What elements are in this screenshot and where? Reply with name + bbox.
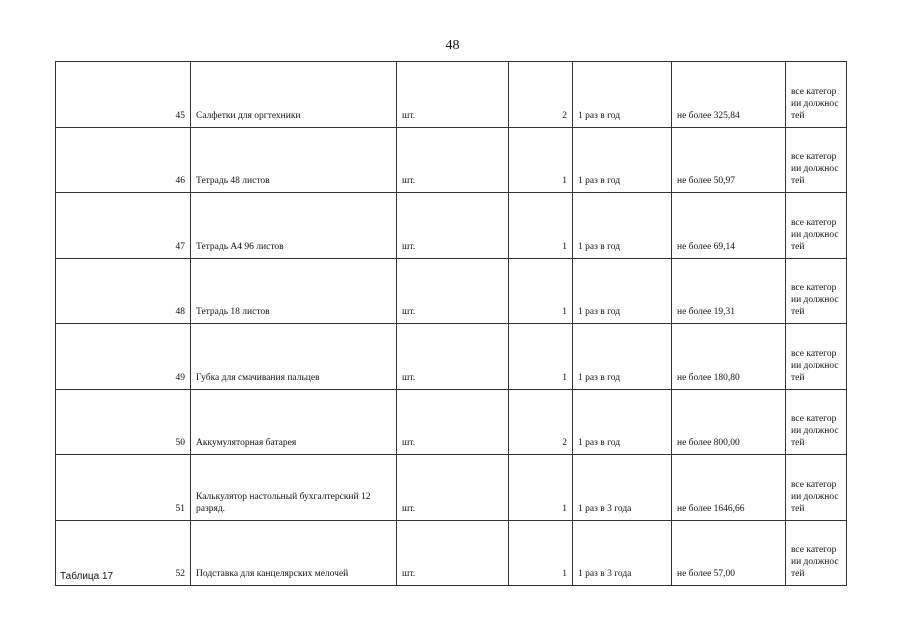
price-cell: не более 180,80 (672, 324, 786, 390)
category-cell: все категории должностей (786, 455, 847, 521)
unit-cell: шт. (397, 127, 509, 193)
period-cell: 1 раз в год (573, 62, 672, 128)
item-name: Тетрадь 18 листов (191, 258, 397, 324)
quantity-cell: 1 (509, 455, 573, 521)
row-number: 51 (56, 455, 191, 521)
quantity-cell: 1 (509, 258, 573, 324)
table-row (56, 389, 847, 455)
supplies-table (55, 61, 847, 586)
category-cell: все категории должностей (786, 520, 847, 586)
category-cell: все категории должностей (786, 258, 847, 324)
table-row (56, 193, 847, 259)
category-cell: все категории должностей (786, 193, 847, 259)
price-cell: не более 69,14 (672, 193, 786, 259)
period-cell: 1 раз в 3 года (573, 520, 672, 586)
price-cell: не более 800,00 (672, 389, 786, 455)
table-row (56, 324, 847, 390)
item-name: Губка для смачивания пальцев (191, 324, 397, 390)
table-row (56, 455, 847, 521)
category-cell: все категории должностей (786, 324, 847, 390)
unit-cell: шт. (397, 324, 509, 390)
category-cell: все категории должностей (786, 127, 847, 193)
row-number: 45 (56, 62, 191, 128)
table-caption: Таблица 17 (60, 571, 114, 582)
period-cell: 1 раз в год (573, 127, 672, 193)
price-cell: не более 1646,66 (672, 455, 786, 521)
price-cell: не более 57,00 (672, 520, 786, 586)
unit-cell: шт. (397, 520, 509, 586)
period-cell: 1 раз в 3 года (573, 455, 672, 521)
table-body (56, 62, 847, 586)
quantity-cell: 1 (509, 193, 573, 259)
quantity-cell: 1 (509, 127, 573, 193)
table-row (56, 62, 847, 128)
table-row (56, 258, 847, 324)
unit-cell: шт. (397, 193, 509, 259)
row-number: 46 (56, 127, 191, 193)
quantity-cell: 1 (509, 324, 573, 390)
quantity-cell: 2 (509, 62, 573, 128)
quantity-cell: 2 (509, 389, 573, 455)
item-name: Салфетки для оргтехники (191, 62, 397, 128)
price-cell: не более 19,31 (672, 258, 786, 324)
category-cell: все категории должностей (786, 62, 847, 128)
period-cell: 1 раз в год (573, 389, 672, 455)
row-number: 47 (56, 193, 191, 259)
unit-cell: шт. (397, 389, 509, 455)
period-cell: 1 раз в год (573, 324, 672, 390)
quantity-cell: 1 (509, 520, 573, 586)
unit-cell: шт. (397, 258, 509, 324)
table-row (56, 127, 847, 193)
item-name: Калькулятор настольный бухгалтерский 12 разряд. (191, 455, 397, 521)
price-cell: не более 50,97 (672, 127, 786, 193)
page-number: 48 (445, 38, 460, 53)
unit-cell: шт. (397, 455, 509, 521)
price-cell: не более 325,84 (672, 62, 786, 128)
item-name: Тетрадь 48 листов (191, 127, 397, 193)
item-name: Подставка для канцелярских мелочей (191, 520, 397, 586)
row-number: 48 (56, 258, 191, 324)
table-row (56, 520, 847, 586)
category-cell: все категории должностей (786, 389, 847, 455)
item-name: Тетрадь А4 96 листов (191, 193, 397, 259)
unit-cell: шт. (397, 62, 509, 128)
period-cell: 1 раз в год (573, 258, 672, 324)
row-number: 50 (56, 389, 191, 455)
row-number: 49 (56, 324, 191, 390)
period-cell: 1 раз в год (573, 193, 672, 259)
row-number: 52 (56, 520, 191, 586)
item-name: Аккумуляторная батарея (191, 389, 397, 455)
